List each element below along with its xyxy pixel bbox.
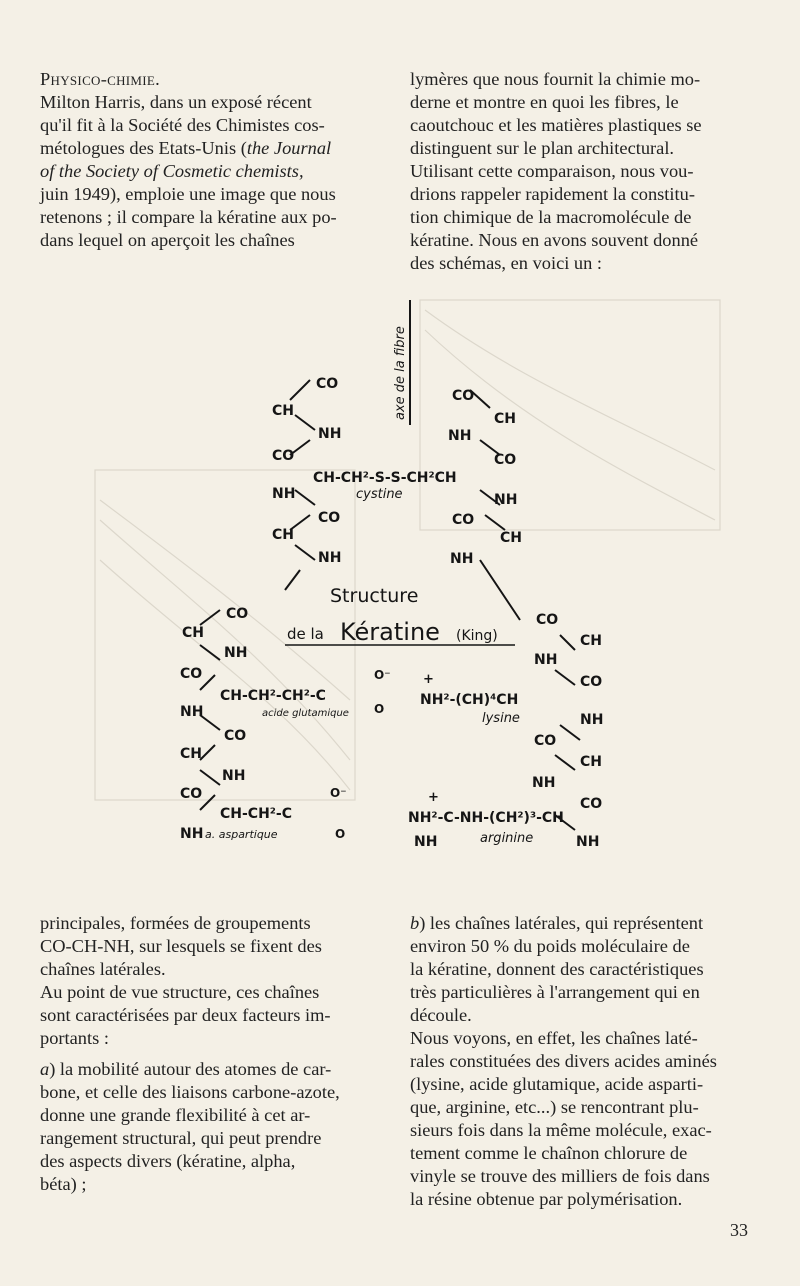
journal-title-part: the Journal [246,138,332,158]
diagram-nh: NH [576,834,600,850]
diagram-co: CO [224,728,247,744]
diagram-ch: CH [272,527,294,543]
text-line: que, arginine, etc...) se rencontrant plu- [410,1097,699,1117]
text-line: Utilisant cette comparaison, nous vou- [410,161,694,181]
aspartic-o: O [335,827,346,841]
diagram-title-keratine: Kératine [340,618,440,646]
text-line: sont caractérisées par deux facteurs im- [40,1005,331,1025]
fiber-axis-label: axe de la fibre [393,326,408,420]
left-column-bottom [40,912,382,1196]
diagram-nh: NH [448,428,472,444]
diagram-co: CO [180,786,203,802]
text-line: béta) ; [40,1174,87,1194]
glutamic-o-minus: O⁻ [374,668,391,682]
aspartic-chain: CH-CH²-C [220,806,293,822]
text-line [410,912,750,935]
text-line: très particulières à l'arrangement qui en [410,982,700,1002]
cystine-label: cystine [356,487,403,502]
text-line: vinyle se trouve des milliers de fois dans [410,1166,710,1186]
text-line: donne une grande flexibilité à cet ar- [40,1105,311,1125]
diagram-co: CO [272,448,295,464]
diagram-co: CO [580,674,603,690]
text-line: portants : [40,1028,109,1048]
text-line: Nous voyons, en effet, les chaînes laté- [410,1028,698,1048]
lysine-chain: NH²-(CH)⁴CH [420,692,519,708]
diagram-co: CO [494,452,517,468]
left-column-top [40,68,382,252]
diagram-ch: CH [580,754,602,770]
diagram-nh: NH [224,645,248,661]
text-line: qu'il fit à la Société des Chimistes cos- [40,115,325,135]
arginine-plus: + [428,790,439,805]
text-line: découle. [410,1005,472,1025]
diagram-co: CO [534,733,557,749]
text-line: juin 1949), emploie une image que nous [40,184,336,204]
diagram-co: CO [316,376,339,392]
diagram-nh: NH [180,826,204,842]
arginine-label: arginine [480,831,534,846]
text-line: tion chimique de la macromolécule de [410,207,692,227]
text-span: métologues des Etats-Unis ( [40,138,247,158]
diagram-ch: CH [182,625,204,641]
diagram-nh: NH [494,492,518,508]
diagram-nh: NH [534,652,558,668]
diagram-nh: NH [450,551,474,567]
section-heading: Physico-chimie. [40,69,161,89]
right-column-bottom [410,912,750,1211]
text-line: Au point de vue structure, ces chaînes [40,982,320,1002]
text-line: rangement structural, qui peut prendre [40,1128,322,1148]
text-line: chaînes latérales. [40,959,166,979]
diagram-co: CO [452,512,475,528]
diagram-ch: CH [500,530,522,546]
glutamic-label: acide glutamique [262,708,349,719]
diagram-nh: NH [318,426,342,442]
diagram-co: CO [536,612,559,628]
text-line: lymères que nous fournit la chimie mo- [410,69,701,89]
diagram-nh: NH [580,712,604,728]
text-line [40,1058,382,1081]
text-line: la kératine, donnent des caractéristiques [410,959,704,979]
text-line: derne et montre en quoi les fibres, le [410,92,679,112]
text-line [40,137,382,160]
diagram-title-prefix: de la [287,625,324,643]
diagram-ch: CH [580,633,602,649]
text-line: tement comme le chaînon chlorure de [410,1143,688,1163]
diagram-nh: NH [180,704,204,720]
diagram-bonds [200,300,580,830]
lysine-plus: + [423,672,434,687]
aspartic-o-minus: O⁻ [330,786,347,800]
diagram-nh: NH [272,486,296,502]
cystine-bridge: CH-CH²-S-S-CH²CH [313,470,457,486]
list-marker-a: a [40,1059,50,1079]
diagram-title-source: (King) [456,628,498,644]
diagram-nh: NH [222,768,246,784]
text-line: bone, et celle des liaisons carbone-azote, [40,1082,340,1102]
diagram-nh: NH [532,775,556,791]
diagram-co: CO [580,796,603,812]
diagram-co: CO [318,510,341,526]
page-number: 33 [730,1220,748,1240]
lysine-label: lysine [482,711,520,726]
diagram-co: CO [180,666,203,682]
text-line: drions rappeler rapidement la constitu- [410,184,695,204]
keratin-structure-diagram [0,290,800,890]
text-line: des aspects divers (kératine, alpha, [40,1151,296,1171]
text-line: Milton Harris, dans un exposé récent [40,92,312,112]
text-line: dans lequel on aperçoit les chaînes [40,230,295,250]
diagram-nh: NH [318,550,342,566]
journal-title-line: of the Society of Cosmetic chemists, [40,161,304,181]
text-line: la résine obtenue par polymérisation. [410,1189,683,1209]
text-span: ) les chaînes latérales, qui représentent [419,913,704,933]
diagram-ch: CH [494,411,516,427]
text-line: distinguent sur le plan architectural. [410,138,675,158]
arginine-nh: NH [414,834,438,850]
text-line: rales constituées des divers acides aminés [410,1051,717,1071]
text-line: kératine. Nous en avons souvent donné [410,230,699,250]
text-line: caoutchouc et les matières plastiques se [410,115,702,135]
arginine-chain: NH²-C-NH-(CH²)³-CH [408,810,564,826]
diagram-ch: CH [272,403,294,419]
diagram-ch: CH [180,746,202,762]
diagram-title: Structure [330,585,419,607]
list-marker-b: b [410,913,420,933]
text-line: CO-CH-NH, sur lesquels se fixent des [40,936,322,956]
aspartic-label: a. aspartique [205,828,278,841]
glutamic-chain: CH-CH²-CH²-C [220,688,326,704]
text-line: principales, formées de groupements [40,913,311,933]
glutamic-o: O [374,702,385,716]
diagram-co: CO [226,606,249,622]
diagram-co: CO [452,388,475,404]
right-column-top [410,68,750,275]
text-line: des schémas, en voici un : [410,253,603,273]
text-line: sieurs fois dans la même molécule, exac- [410,1120,712,1140]
text-line: environ 50 % du poids moléculaire de [410,936,690,956]
text-line: (lysine, acide glutamique, acide asparti- [410,1074,704,1094]
text-line: retenons ; il compare la kératine aux po- [40,207,337,227]
text-span: ) la mobilité autour des atomes de car- [49,1059,332,1079]
